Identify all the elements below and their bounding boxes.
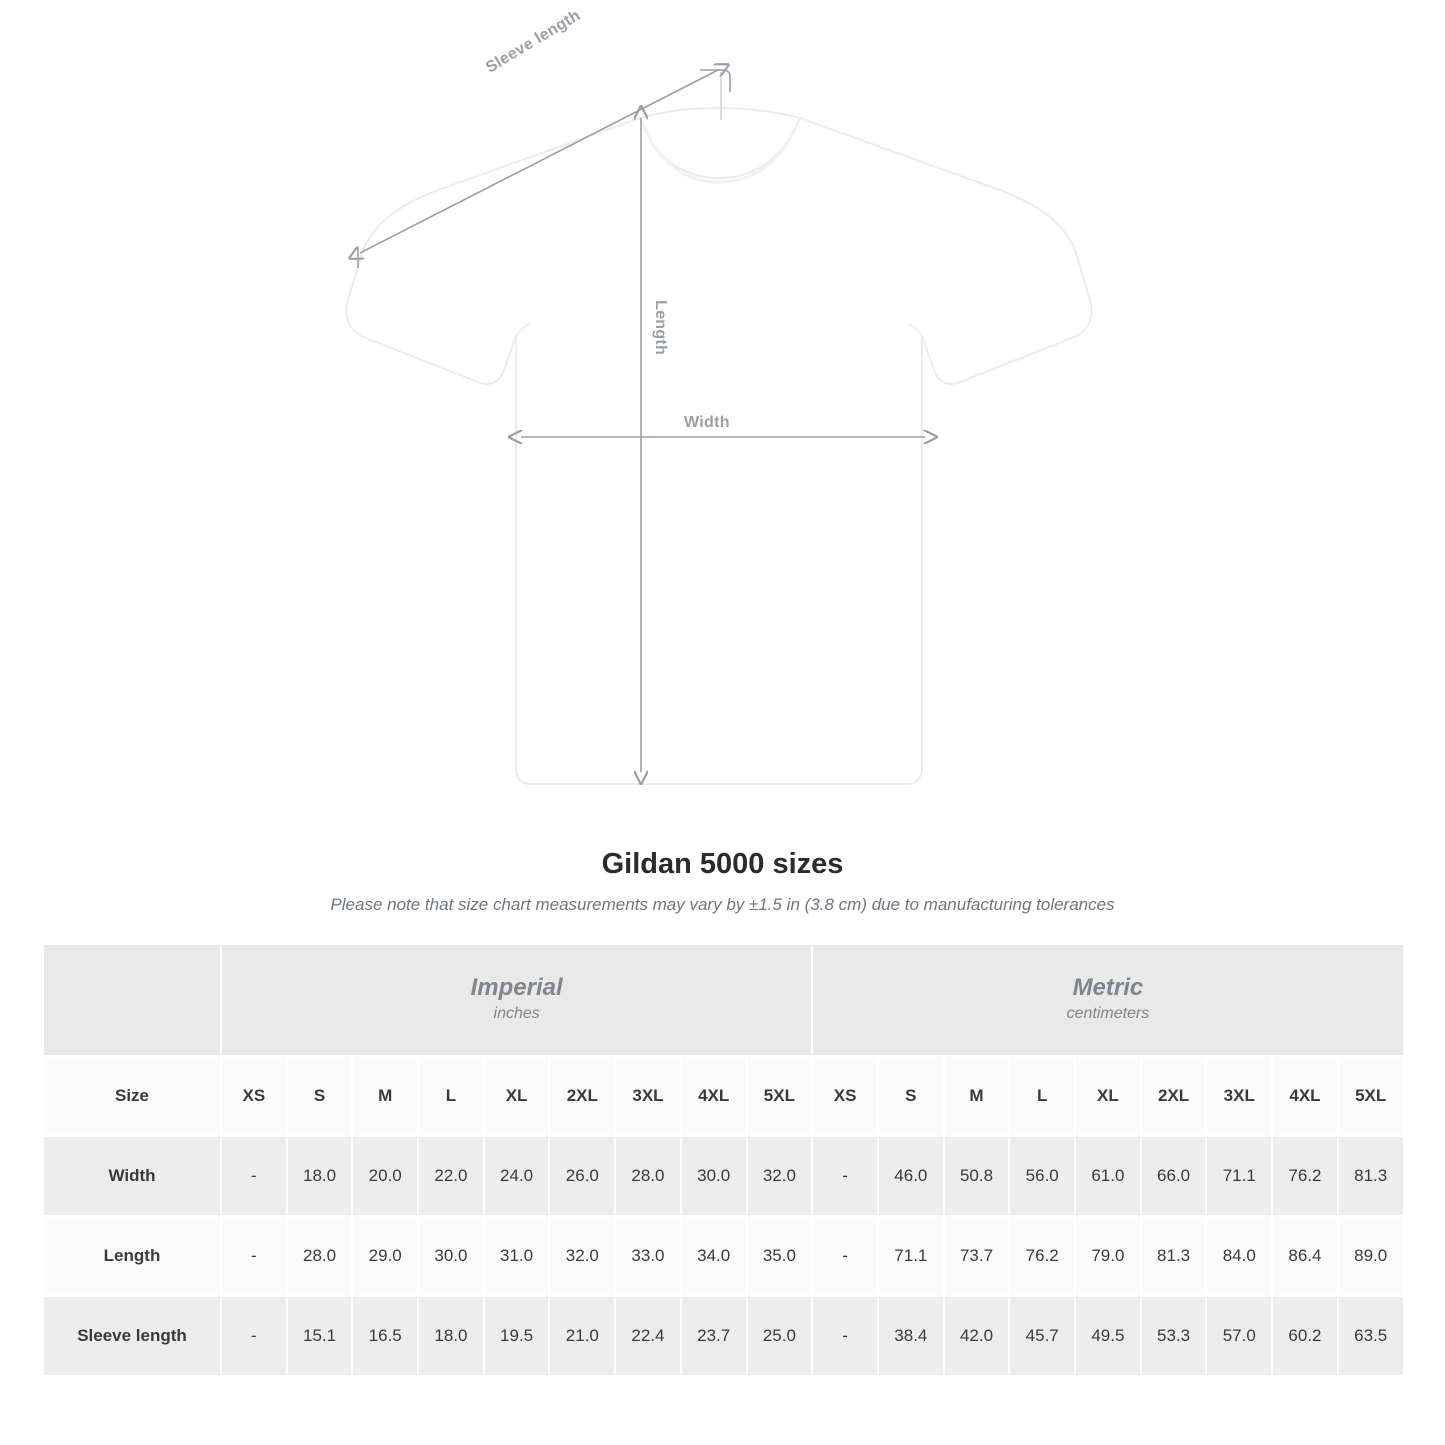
table-row xyxy=(43,1296,1404,1376)
cell-sleeve-imperial-m: 16.5 xyxy=(352,1296,418,1376)
size-header-metric-l: L xyxy=(1009,1056,1075,1136)
cell-sleeve-imperial-xs: - xyxy=(221,1296,287,1376)
metric-unit-header xyxy=(812,944,1403,1056)
cell-length-imperial-xl: 31.0 xyxy=(484,1216,550,1296)
cell-length-metric-l: 76.2 xyxy=(1009,1216,1075,1296)
cell-length-imperial-2xl: 32.0 xyxy=(549,1216,615,1296)
unit-header-row xyxy=(43,944,1404,1056)
size-table-wrapper xyxy=(42,943,1403,1377)
cell-length-metric-2xl: 81.3 xyxy=(1141,1216,1207,1296)
size-header-imperial-4xl: 4XL xyxy=(681,1056,747,1136)
cell-length-metric-3xl: 84.0 xyxy=(1206,1216,1272,1296)
cell-width-metric-3xl: 71.1 xyxy=(1206,1136,1272,1216)
cell-sleeve-imperial-5xl: 25.0 xyxy=(747,1296,813,1376)
size-header-imperial-l: L xyxy=(418,1056,484,1136)
cell-width-imperial-5xl: 32.0 xyxy=(747,1136,813,1216)
size-header-imperial-3xl: 3XL xyxy=(615,1056,681,1136)
cell-sleeve-imperial-l: 18.0 xyxy=(418,1296,484,1376)
cell-sleeve-metric-s: 38.4 xyxy=(878,1296,944,1376)
cell-width-imperial-2xl: 26.0 xyxy=(549,1136,615,1216)
cell-length-metric-s: 71.1 xyxy=(878,1216,944,1296)
size-header-imperial-s: S xyxy=(287,1056,353,1136)
metric-unit-sub: centimeters xyxy=(1066,1004,1150,1022)
cell-width-metric-l: 56.0 xyxy=(1009,1136,1075,1216)
cell-width-imperial-m: 20.0 xyxy=(352,1136,418,1216)
unit-header-spacer xyxy=(43,944,221,1056)
size-header-metric-xs: XS xyxy=(812,1056,878,1136)
cell-sleeve-imperial-s: 15.1 xyxy=(287,1296,353,1376)
size-header-metric-3xl: 3XL xyxy=(1206,1056,1272,1136)
imperial-unit-name: Imperial xyxy=(470,974,563,1002)
cell-length-imperial-xs: - xyxy=(221,1216,287,1296)
cell-length-imperial-3xl: 33.0 xyxy=(615,1216,681,1296)
cell-length-metric-4xl: 86.4 xyxy=(1272,1216,1338,1296)
cell-sleeve-imperial-2xl: 21.0 xyxy=(549,1296,615,1376)
title-block xyxy=(0,848,1445,915)
cell-sleeve-metric-l: 45.7 xyxy=(1009,1296,1075,1376)
table-row xyxy=(43,1216,1404,1296)
page-title: Gildan 5000 sizes xyxy=(601,848,844,880)
cell-sleeve-metric-xs: - xyxy=(812,1296,878,1376)
cell-width-metric-s: 46.0 xyxy=(878,1136,944,1216)
row-label-length: Length xyxy=(43,1216,221,1296)
size-header-imperial-2xl: 2XL xyxy=(549,1056,615,1136)
imperial-unit-header xyxy=(221,944,812,1056)
cell-length-metric-m: 73.7 xyxy=(944,1216,1010,1296)
size-header-metric-m: M xyxy=(944,1056,1010,1136)
size-header-metric-2xl: 2XL xyxy=(1141,1056,1207,1136)
cell-sleeve-metric-3xl: 57.0 xyxy=(1206,1296,1272,1376)
cell-length-imperial-5xl: 35.0 xyxy=(747,1216,813,1296)
size-column-header: Size xyxy=(43,1056,221,1136)
cell-width-imperial-l: 22.0 xyxy=(418,1136,484,1216)
sleeve-length-label: Sleeve length xyxy=(483,6,584,77)
cell-length-imperial-m: 29.0 xyxy=(352,1216,418,1296)
size-header-imperial-xl: XL xyxy=(484,1056,550,1136)
cell-width-metric-4xl: 76.2 xyxy=(1272,1136,1338,1216)
size-header-metric-4xl: 4XL xyxy=(1272,1056,1338,1136)
cell-width-imperial-xs: - xyxy=(221,1136,287,1216)
cell-width-metric-5xl: 81.3 xyxy=(1338,1136,1404,1216)
cell-sleeve-metric-4xl: 60.2 xyxy=(1272,1296,1338,1376)
cell-width-metric-m: 50.8 xyxy=(944,1136,1010,1216)
size-header-row xyxy=(43,1056,1404,1136)
row-label-width: Width xyxy=(43,1136,221,1216)
metric-unit-name: Metric xyxy=(1072,974,1144,1002)
cell-length-metric-xl: 79.0 xyxy=(1075,1216,1141,1296)
cell-length-imperial-4xl: 34.0 xyxy=(681,1216,747,1296)
cell-width-imperial-xl: 24.0 xyxy=(484,1136,550,1216)
cell-width-imperial-s: 18.0 xyxy=(287,1136,353,1216)
tolerance-note: Please note that size chart measurements may vary by ±1.5 in (3.8 cm) due to manufacturing tolerances xyxy=(330,895,1115,914)
imperial-unit-sub: inches xyxy=(493,1004,540,1022)
size-header-metric-xl: XL xyxy=(1075,1056,1141,1136)
width-label: Width xyxy=(684,414,730,431)
cell-width-metric-xs: - xyxy=(812,1136,878,1216)
cell-length-metric-5xl: 89.0 xyxy=(1338,1216,1404,1296)
cell-sleeve-metric-2xl: 53.3 xyxy=(1141,1296,1207,1376)
size-chart-table xyxy=(42,943,1405,1377)
cell-width-imperial-3xl: 28.0 xyxy=(615,1136,681,1216)
cell-width-metric-xl: 61.0 xyxy=(1075,1136,1141,1216)
length-label: Length xyxy=(652,300,669,356)
cell-length-imperial-s: 28.0 xyxy=(287,1216,353,1296)
size-header-imperial-5xl: 5XL xyxy=(747,1056,813,1136)
table-row xyxy=(43,1136,1404,1216)
cell-length-imperial-l: 30.0 xyxy=(418,1216,484,1296)
size-header-imperial-xs: XS xyxy=(221,1056,287,1136)
cell-width-imperial-4xl: 30.0 xyxy=(681,1136,747,1216)
cell-sleeve-imperial-3xl: 22.4 xyxy=(615,1296,681,1376)
size-header-metric-s: S xyxy=(878,1056,944,1136)
cell-width-metric-2xl: 66.0 xyxy=(1141,1136,1207,1216)
size-header-imperial-m: M xyxy=(352,1056,418,1136)
cell-sleeve-imperial-4xl: 23.7 xyxy=(681,1296,747,1376)
cell-sleeve-metric-5xl: 63.5 xyxy=(1338,1296,1404,1376)
cell-sleeve-imperial-xl: 19.5 xyxy=(484,1296,550,1376)
cell-sleeve-metric-m: 42.0 xyxy=(944,1296,1010,1376)
size-header-metric-5xl: 5XL xyxy=(1338,1056,1404,1136)
cell-length-metric-xs: - xyxy=(812,1216,878,1296)
row-label-sleeve-length: Sleeve length xyxy=(43,1296,221,1376)
cell-sleeve-metric-xl: 49.5 xyxy=(1075,1296,1141,1376)
